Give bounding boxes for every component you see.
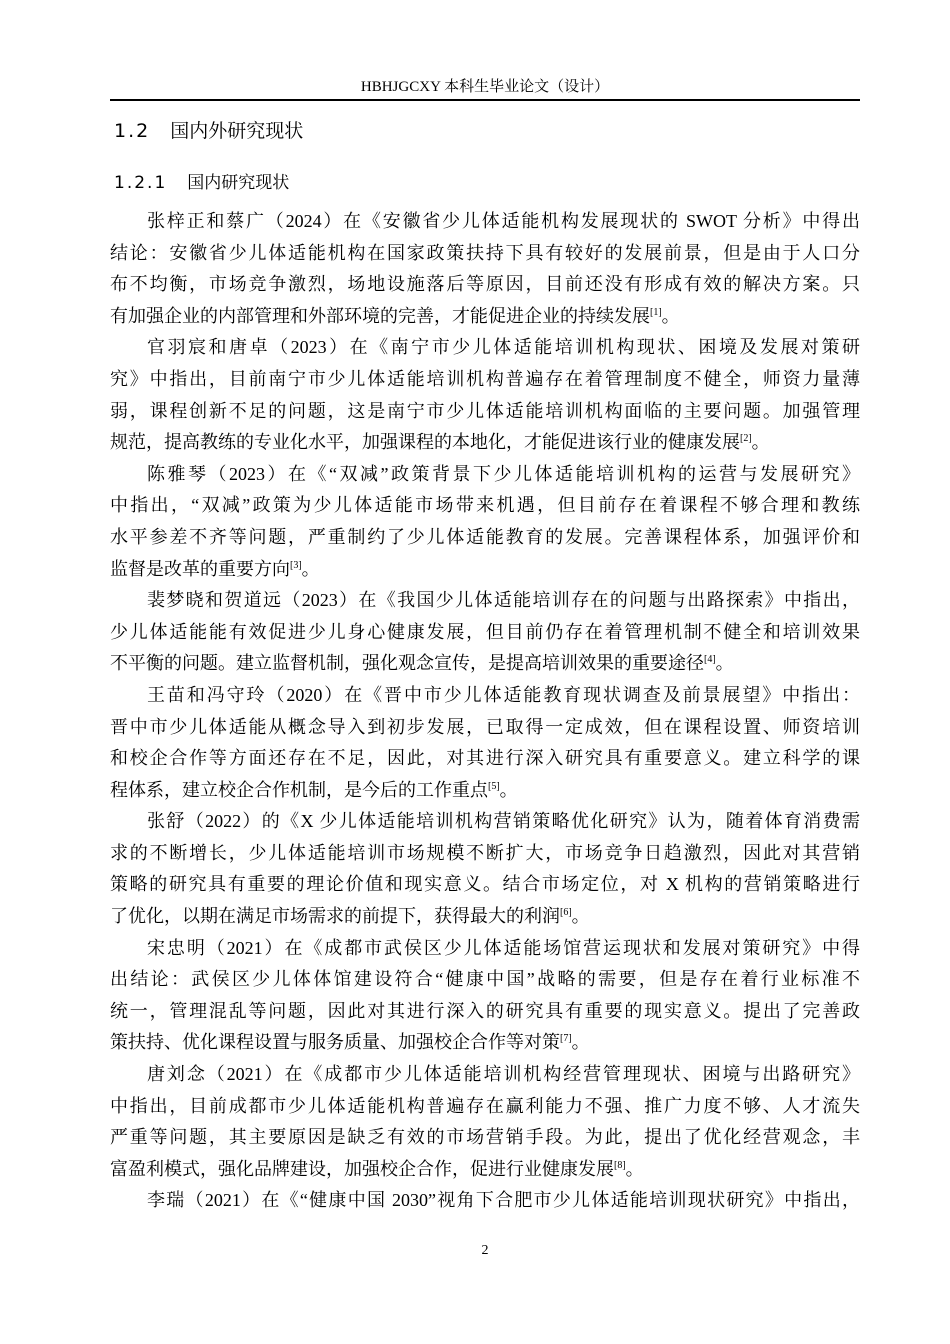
text-line	[110, 1122, 860, 1154]
text-line	[110, 901, 860, 933]
section-heading	[114, 117, 303, 145]
line-text: 官羽宸和唐卓（2023）在《南宁市少儿体适能培训机构现状、困境及发展对策研	[147, 337, 860, 358]
section-title: 国内外研究现状	[170, 120, 304, 142]
text-line	[110, 1154, 860, 1186]
text-line	[110, 617, 860, 649]
paragraph	[110, 459, 860, 585]
text-line	[110, 459, 860, 491]
paragraph	[110, 933, 860, 1059]
running-header: HBHJGCXY 本科生毕业论文（设计）	[360, 79, 610, 95]
text-line	[110, 806, 860, 838]
text-line	[110, 743, 860, 775]
paragraph	[110, 332, 860, 458]
text-line	[110, 206, 860, 238]
line-text: 陈雅琴（2023）在《“双减”政策背景下少儿体适能培训机构的运营与发展研究》	[147, 463, 860, 484]
line-text: 中指出，目前成都市少儿体适能机构普遍存在赢利能力不强、推广力度不够、人才流失	[110, 1095, 860, 1116]
paragraph	[110, 206, 860, 332]
line-text: 严重等问题，其主要原因是缺乏有效的市场营销手段。为此，提出了优化经营观念，丰	[110, 1127, 860, 1148]
text-line	[110, 396, 860, 428]
line-text: 出结论：武侯区少儿体体馆建设符合“健康中国”战略的需要，但是存在着行业标准不	[110, 969, 860, 990]
line-text: 王苗和冯守玲（2020）在《晋中市少儿体适能教育现状调查及前景展望》中指出：	[147, 684, 860, 705]
text-line	[110, 648, 860, 680]
text-line	[110, 680, 860, 712]
line-text: 宋忠明（2021）在《成都市武侯区少儿体适能场馆营运现状和发展对策研究》中得	[147, 937, 860, 958]
line-text: 统一，管理混乱等问题，因此对其进行深入的研究具有重要的现实意义。提出了完善政	[110, 1000, 860, 1021]
text-line	[110, 712, 860, 744]
text-line	[110, 332, 860, 364]
line-text: 李瑞（2021）在《“健康中国 2030”视角下合肥市少儿体适能培训现状研究》中指出，	[147, 1190, 860, 1211]
line-text: 程体系，建立校企合作机制，是今后的工作重点	[110, 779, 488, 800]
text-line	[110, 490, 860, 522]
line-text: 水平参差不齐等问题，严重制约了少儿体适能教育的发展。完善课程体系，加强评价和	[110, 526, 860, 547]
line-text: 晋中市少儿体适能从概念导入到初步发展，已取得一定成效，但在课程设置、师资培训	[110, 716, 860, 737]
line-text: 有加强企业的内部管理和外部环境的完善，才能促进企业的持续发展	[110, 305, 650, 326]
line-text: 规范，提高教练的专业化水平，加强课程的本地化，才能促进该行业的健康发展	[110, 432, 740, 453]
text-line	[110, 775, 860, 807]
header-rule	[110, 99, 860, 101]
text-line	[110, 364, 860, 396]
citation-ref[interactable]: [1]	[650, 306, 662, 318]
citation-ref[interactable]: [5]	[488, 780, 500, 792]
paragraph	[110, 1059, 860, 1185]
text-line	[110, 1091, 860, 1123]
line-text: 张舒（2022）的《X 少儿体适能培训机构营销策略优化研究》认为，随着体育消费需	[147, 811, 860, 832]
text-line	[110, 301, 860, 333]
citation-ref[interactable]: [6]	[560, 907, 572, 919]
citation-ref[interactable]: [3]	[290, 559, 302, 571]
text-line	[110, 427, 860, 459]
text-line	[110, 585, 860, 617]
line-text: 少儿体适能能有效促进少儿身心健康发展，但目前仍存在着管理机制不健全和培训效果	[110, 621, 860, 642]
body-text	[110, 206, 860, 1217]
line-text: 中指出，“双减”政策为少儿体适能市场带来机遇，但目前存在着课程不够合理和教练	[110, 495, 860, 516]
text-line	[110, 964, 860, 996]
line-text: 布不均衡，市场竞争激烈，场地设施落后等原因，目前还没有形成有效的解决方案。只	[110, 274, 860, 295]
line-text: 结论：安徽省少儿体适能机构在国家政策扶持下具有较好的发展前景，但是由于人口分	[110, 242, 860, 263]
text-line	[110, 269, 860, 301]
section-number: 1.2	[114, 120, 151, 142]
line-tail: 。	[751, 432, 770, 453]
line-text: 求的不断增长，少儿体适能培训市场规模不断扩大，市场竞争日趋激烈，因此对其营销	[110, 842, 860, 863]
line-text: 富盈利模式，强化品牌建设，加强校企合作，促进行业健康发展	[110, 1158, 614, 1179]
text-line	[110, 238, 860, 270]
line-text: 张梓正和蔡广（2024）在《安徽省少儿体适能机构发展现状的 SWOT 分析》中得出	[147, 211, 860, 231]
text-line	[110, 554, 860, 586]
line-text: 不平衡的问题。建立监督机制，强化观念宣传，是提高培训效果的重要途径	[110, 653, 704, 674]
citation-ref[interactable]: [7]	[560, 1033, 572, 1045]
text-line	[110, 869, 860, 901]
paragraph	[110, 585, 860, 680]
text-line	[110, 1059, 860, 1091]
line-tail: 。	[715, 653, 734, 674]
line-tail: 。	[499, 779, 518, 800]
paragraph	[110, 806, 860, 932]
line-text: 了优化，以期在满足市场需求的前提下，获得最大的利润	[110, 906, 560, 927]
line-tail: 。	[661, 305, 680, 326]
line-tail: 。	[625, 1158, 644, 1179]
text-line	[110, 996, 860, 1028]
subsection-number: 1.2.1	[114, 173, 168, 193]
paragraph	[110, 680, 860, 806]
text-line	[110, 838, 860, 870]
subsection-title: 国内研究现状	[187, 173, 290, 193]
line-text: 监督是改革的重要方向	[110, 558, 290, 579]
citation-ref[interactable]: [4]	[704, 654, 716, 666]
line-tail: 。	[301, 558, 320, 579]
text-line	[110, 522, 860, 554]
text-line	[110, 1185, 860, 1217]
line-text: 弱，课程创新不足的问题，这是南宁市少儿体适能培训机构面临的主要问题。加强管理	[110, 400, 860, 421]
page-number: 2	[481, 1243, 489, 1258]
paragraph	[110, 1185, 860, 1217]
text-line	[110, 1027, 860, 1059]
subsection-heading	[114, 169, 289, 197]
line-text: 究》中指出，目前南宁市少儿体适能培训机构普遍存在着管理制度不健全，师资力量薄	[110, 368, 860, 389]
text-line	[110, 933, 860, 965]
line-tail: 。	[571, 906, 590, 927]
line-text: 裴梦晓和贺道远（2023）在《我国少儿体适能培训存在的问题与出路探索》中指出，	[147, 590, 860, 611]
line-text: 唐刘念（2021）在《成都市少儿体适能培训机构经营管理现状、困境与出路研究》	[147, 1064, 860, 1085]
line-text: 策扶持、优化课程设置与服务质量、加强校企合作等对策	[110, 1032, 560, 1053]
line-tail: 。	[571, 1032, 590, 1053]
line-text: 策略的研究具有重要的理论价值和现实意义。结合市场定位，对 X 机构的营销策略进行	[110, 874, 860, 895]
line-text: 和校企合作等方面还存在不足，因此，对其进行深入研究具有重要意义。建立科学的课	[110, 748, 860, 769]
citation-ref[interactable]: [8]	[614, 1159, 626, 1171]
citation-ref[interactable]: [2]	[740, 433, 752, 445]
